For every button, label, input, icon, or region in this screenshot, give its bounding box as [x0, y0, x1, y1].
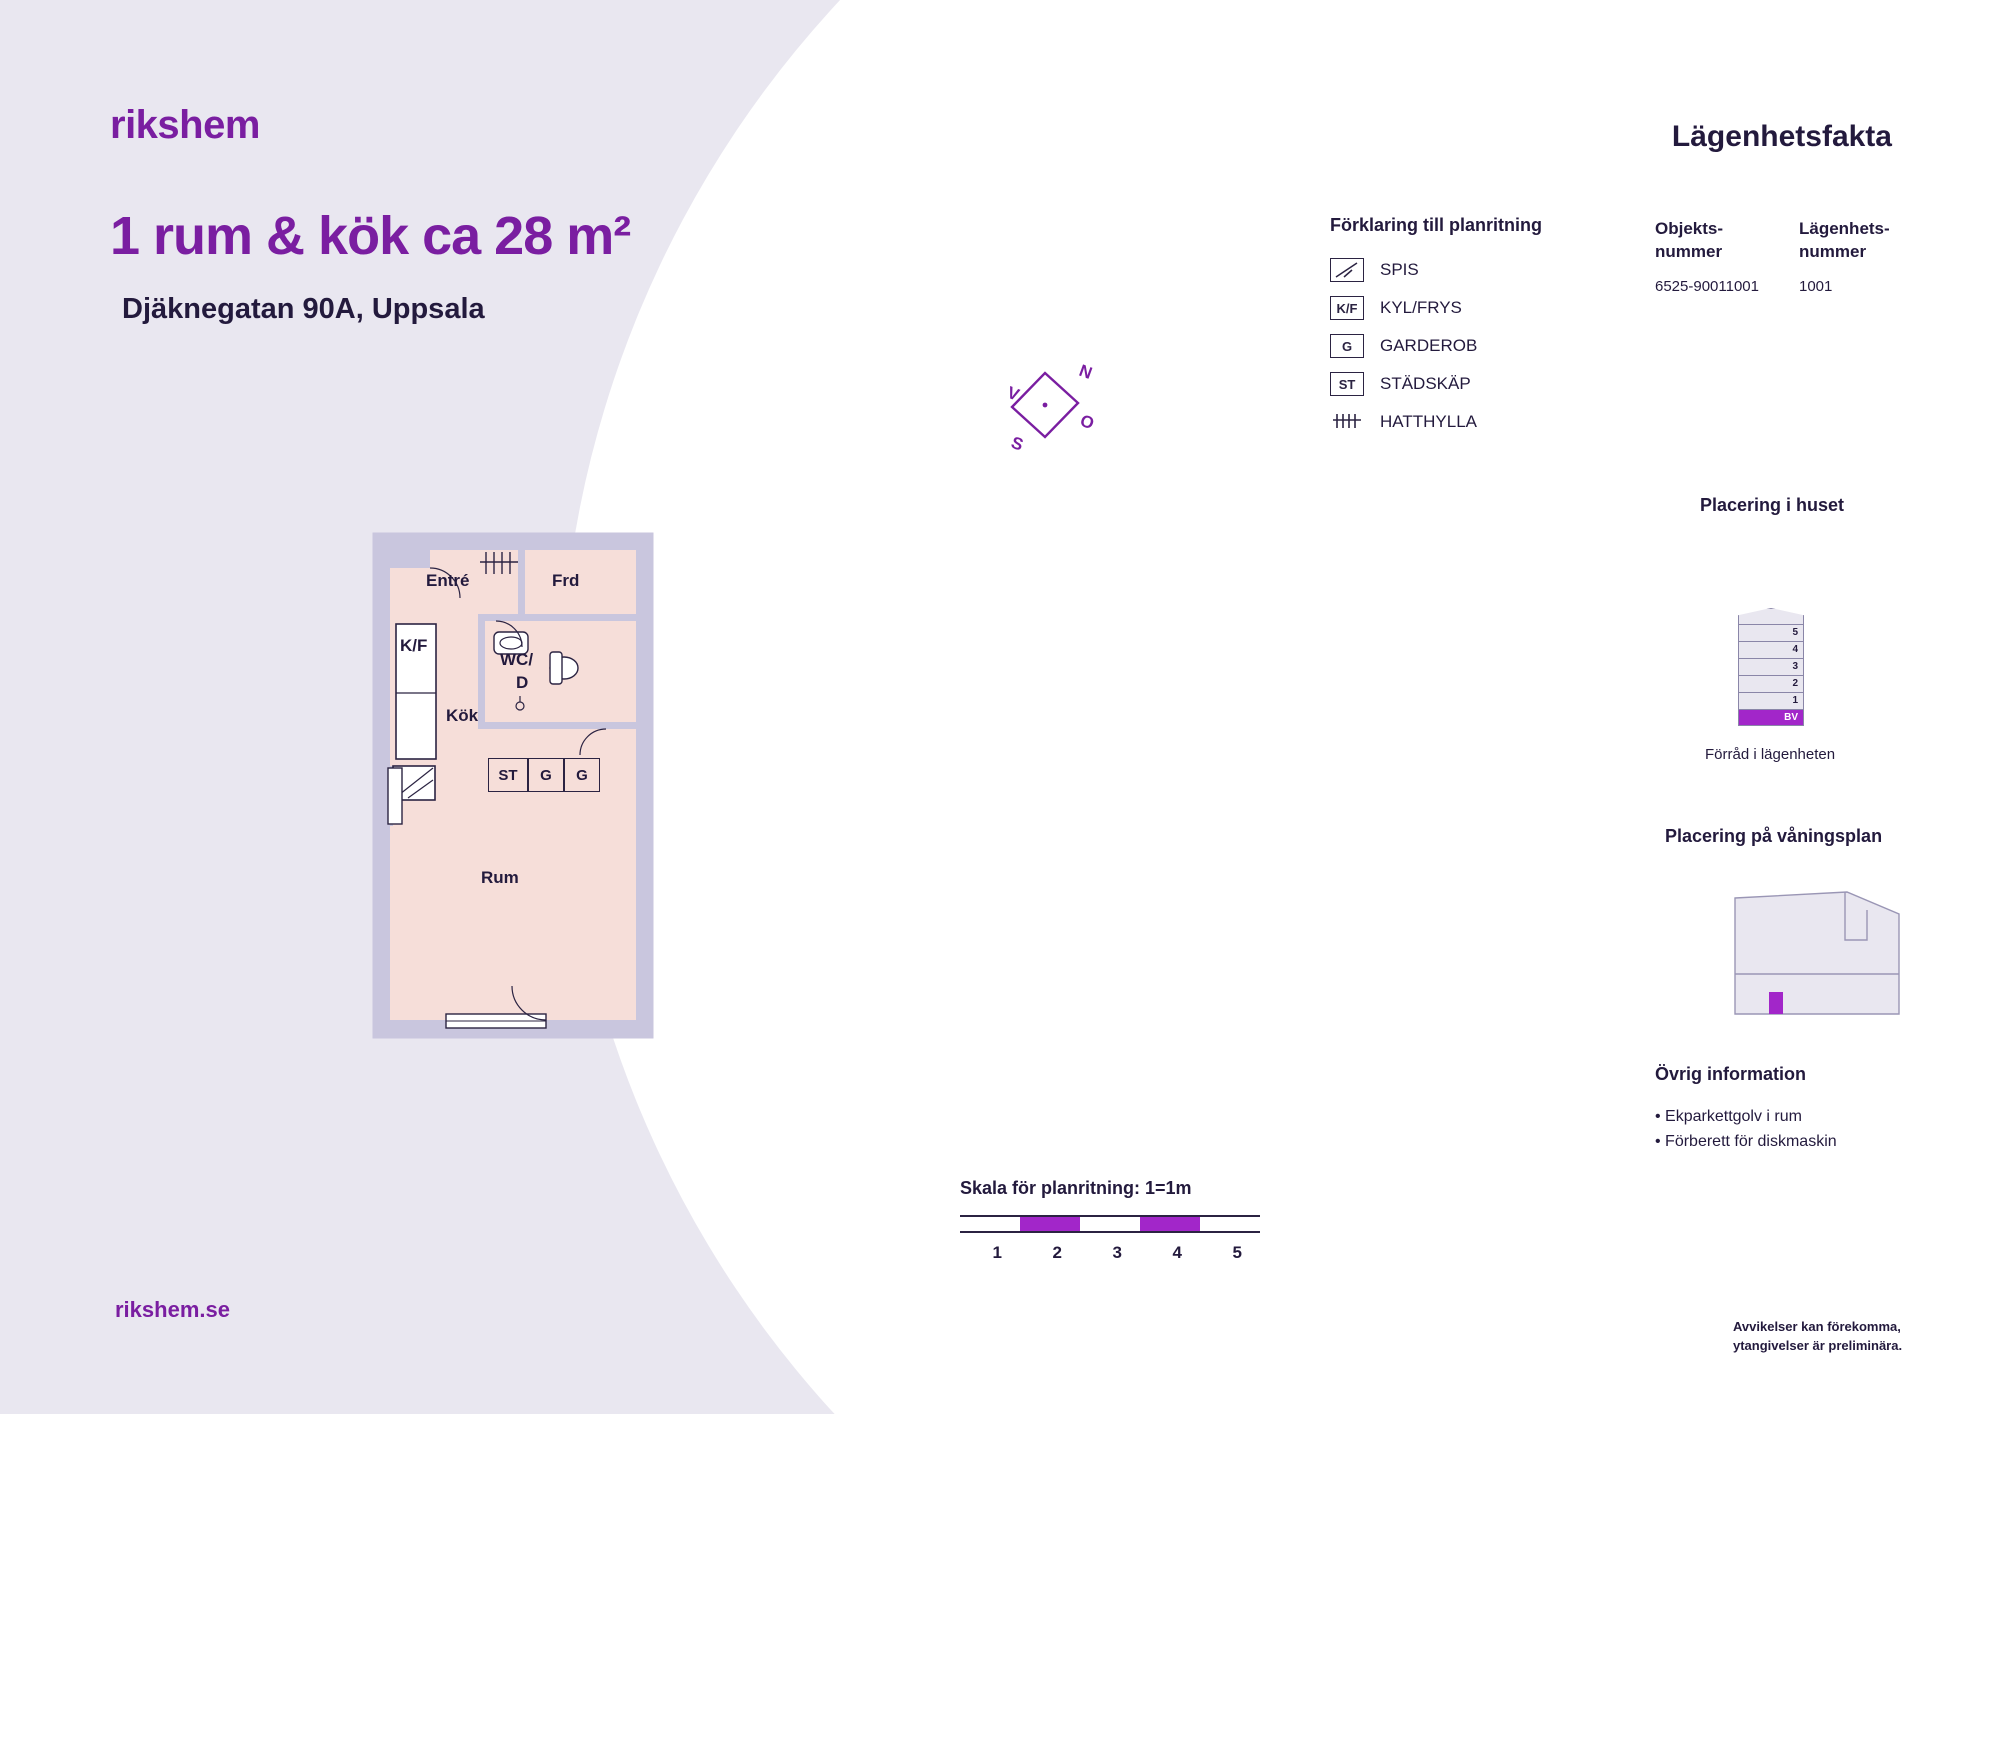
scale-segment [1140, 1217, 1200, 1231]
disclaimer-line-2: ytangivelser är preliminära. [1733, 1337, 1903, 1353]
legend-label-stadskap: STÄDSKÄP [1380, 374, 1471, 393]
cabinet-st: ST [488, 758, 528, 792]
room-label-rum: Rum [481, 868, 519, 887]
compass-rose [990, 355, 1100, 465]
scale-number: 2 [1052, 1243, 1062, 1262]
legend-label-garderob: GARDEROB [1380, 336, 1478, 355]
legend-title: Förklaring till planritning [1330, 215, 1543, 235]
hat-shelf-icon [1330, 410, 1364, 434]
scale-bar [960, 1215, 1260, 1233]
room-label-kok: Kök [446, 706, 479, 725]
ovrig-information-list [1655, 1105, 1837, 1155]
lagenhet-value: 1001 [1799, 277, 1833, 295]
scale-segment [960, 1217, 1020, 1231]
room-label-d: D [516, 673, 529, 692]
legend-panel [1330, 215, 1542, 444]
placering-pa-vaningsplan-title: Placering på våningsplan [1665, 826, 1883, 846]
scale-number: 3 [1112, 1243, 1122, 1262]
disclaimer [1733, 1318, 1902, 1356]
legend-item-garderob [1330, 330, 1542, 362]
room-label-wc: WC/ [500, 650, 534, 669]
objekt-value: 6525-90011001 [1655, 277, 1759, 295]
wardrobe-icon: G [1330, 334, 1364, 358]
ovrig-item: • Ekparkettgolv i rum [1655, 1108, 1802, 1125]
floor-placement-diagram [1727, 888, 1907, 1033]
scale-segment [1080, 1217, 1140, 1231]
stove-icon [1330, 258, 1364, 282]
scale-segment [1020, 1217, 1080, 1231]
scale-number: 5 [1232, 1243, 1242, 1262]
page-subtitle-address: Djäknegatan 90A, Uppsala [122, 293, 485, 325]
disclaimer-line-1: Avvikelser kan förekomma, [1733, 1319, 1901, 1334]
cleaning-cabinet-icon: ST [1330, 372, 1364, 396]
svg-text:O: O [1077, 410, 1097, 434]
fridge-freezer-icon: K/F [1330, 296, 1364, 320]
floor-5: 5 [1738, 624, 1804, 641]
room-label-frd: Frd [552, 571, 580, 590]
svg-text:N: N [1076, 360, 1095, 383]
scale-number: 4 [1172, 1243, 1182, 1262]
svg-text:S: S [1008, 432, 1026, 455]
legend-label-hatthylla: HATTHYLLA [1380, 412, 1477, 431]
lagenhet-label: Lägenhets- nummer [1799, 219, 1890, 261]
forrad-caption: Förråd i lägenheten [1705, 746, 1836, 763]
legend-label-spis: SPIS [1380, 260, 1419, 279]
scale-bar-block [960, 1178, 1260, 1263]
svg-text:V: V [1004, 382, 1022, 405]
house-diagram [1738, 608, 1804, 726]
ovrig-item: • Förberett för diskmaskin [1655, 1132, 1837, 1150]
scale-numbers [960, 1243, 1260, 1263]
room-label-kf: K/F [400, 636, 428, 655]
legend-item-stadskap [1330, 368, 1542, 400]
page-title: 1 rum & kök ca 28 m² [110, 206, 631, 266]
ovrig-information-title: Övrig information [1655, 1064, 1807, 1084]
website-link[interactable]: rikshem.se [115, 1297, 230, 1322]
lagenhet-column [1799, 218, 1890, 295]
floor-bv-highlighted: BV [1738, 709, 1804, 726]
floor-2: 2 [1738, 675, 1804, 692]
facts-numbers [1655, 218, 1890, 295]
floor-4: 4 [1738, 641, 1804, 658]
house-roof [1738, 608, 1804, 624]
room-label-entre: Entré [426, 571, 470, 590]
legend-item-hatthylla [1330, 406, 1542, 438]
placering-i-huset-title: Placering i huset [1700, 495, 1845, 515]
scale-segment [1200, 1217, 1260, 1231]
cabinet-g-1: G [528, 758, 564, 792]
floor-3: 3 [1738, 658, 1804, 675]
cabinet-g-2: G [564, 758, 600, 792]
legend-item-spis [1330, 254, 1542, 286]
objekt-label: Objekts- nummer [1655, 219, 1724, 261]
objekt-column [1655, 218, 1759, 295]
rikshem-logo: rikshem [110, 103, 260, 147]
legend-label-kylfrys: KYL/FRYS [1380, 298, 1462, 317]
floor-plan-drawing [368, 528, 658, 1043]
legend-item-kylfrys [1330, 292, 1542, 324]
facts-title: Lägenhetsfakta [1671, 120, 1892, 153]
scale-number: 1 [992, 1243, 1002, 1262]
scale-title: Skala för planritning: 1=1m [960, 1178, 1192, 1198]
floor-1: 1 [1738, 692, 1804, 709]
